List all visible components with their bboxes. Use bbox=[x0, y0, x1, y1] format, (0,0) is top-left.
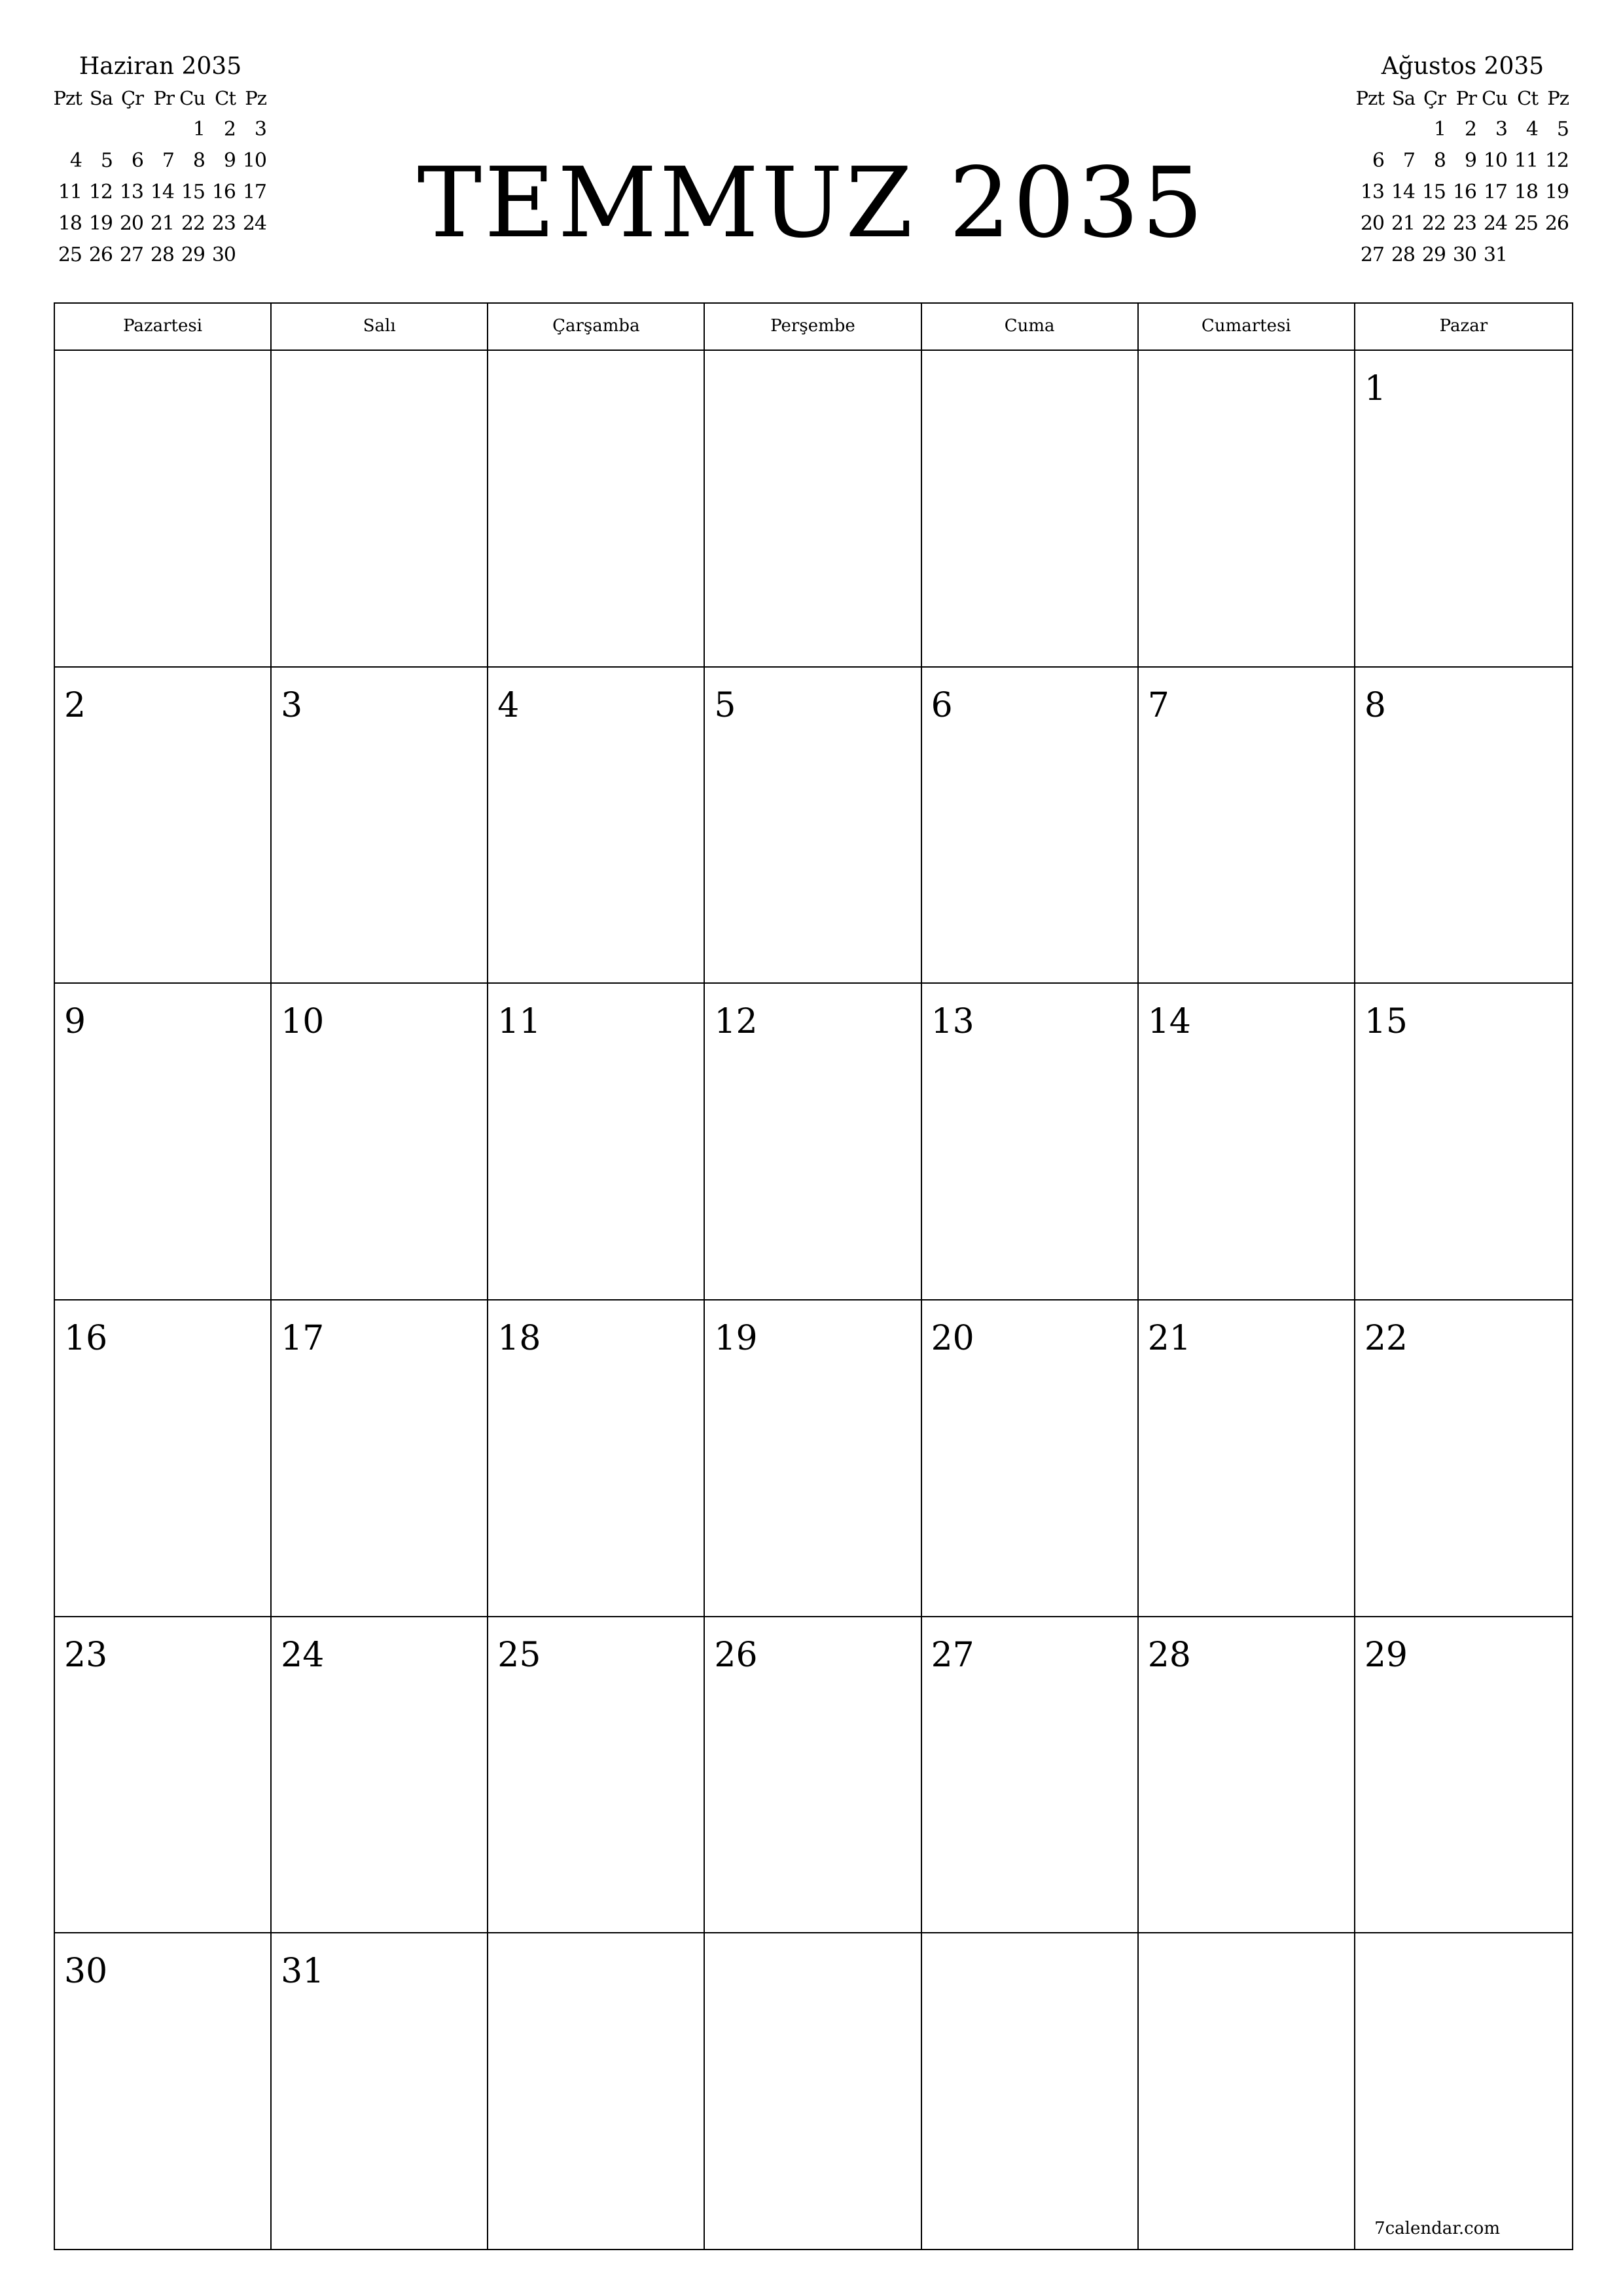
mini-day-number: 17 bbox=[1483, 181, 1507, 204]
day-number: 4 bbox=[497, 685, 520, 725]
mini-day-number: 9 bbox=[1464, 149, 1476, 172]
mini-day-number: 13 bbox=[1360, 181, 1384, 204]
day-cell bbox=[1355, 984, 1572, 1300]
day-number: 6 bbox=[931, 685, 953, 725]
mini-day-number: 15 bbox=[181, 181, 205, 204]
mini-day-number: 28 bbox=[150, 243, 174, 266]
mini-day-number: 19 bbox=[88, 212, 113, 235]
mini-day-number: 25 bbox=[58, 243, 82, 266]
mini-day-number: 26 bbox=[1544, 212, 1569, 235]
mini-day-number: 23 bbox=[1452, 212, 1476, 235]
day-number: 20 bbox=[931, 1318, 974, 1358]
day-number: 21 bbox=[1147, 1318, 1191, 1358]
day-cell bbox=[1355, 1933, 1572, 2250]
day-cell bbox=[1139, 1617, 1355, 1934]
mini-calendar-title: Haziran 2035 bbox=[79, 53, 242, 80]
day-cell bbox=[1355, 1300, 1572, 1617]
mini-day-number: 21 bbox=[150, 212, 174, 235]
month-calendar bbox=[54, 302, 1573, 2250]
mini-day-number: 11 bbox=[58, 181, 82, 204]
mini-day-number: 4 bbox=[69, 149, 82, 172]
day-cell bbox=[488, 351, 705, 668]
mini-day-number: 23 bbox=[211, 212, 236, 235]
mini-day-number: 20 bbox=[1360, 212, 1384, 235]
mini-calendar-grid bbox=[1355, 82, 1571, 271]
day-cell bbox=[922, 1933, 1139, 2250]
mini-day-number: 6 bbox=[1372, 149, 1384, 172]
mini-day-number: 19 bbox=[1544, 181, 1569, 204]
day-number: 24 bbox=[281, 1635, 325, 1675]
mini-weekday-label: Sa bbox=[1391, 87, 1415, 109]
day-cell bbox=[55, 1300, 272, 1617]
mini-day-number bbox=[145, 114, 175, 145]
mini-day-number: 29 bbox=[1421, 243, 1446, 266]
day-number: 19 bbox=[714, 1318, 758, 1358]
mini-day-number: 29 bbox=[181, 243, 205, 266]
mini-day-number: 1 bbox=[1433, 118, 1446, 141]
mini-day-number: 5 bbox=[1556, 118, 1569, 141]
day-cell bbox=[1139, 1933, 1355, 2250]
weekday-header-row bbox=[55, 304, 1572, 351]
mini-weekday-label: Çr bbox=[1423, 87, 1446, 109]
mini-weekday-label: Pz bbox=[1547, 87, 1569, 109]
mini-weekday-label: Çr bbox=[120, 87, 143, 109]
calendar-days-grid bbox=[55, 351, 1572, 2250]
day-number: 15 bbox=[1364, 1002, 1408, 1042]
mini-day-number: 10 bbox=[242, 149, 266, 172]
mini-day-number bbox=[1508, 240, 1539, 271]
day-number: 23 bbox=[64, 1635, 108, 1675]
mini-day-number: 2 bbox=[223, 118, 236, 141]
mini-day-number: 12 bbox=[88, 181, 113, 204]
day-cell bbox=[488, 1617, 705, 1934]
mini-day-number: 27 bbox=[119, 243, 143, 266]
day-number: 1 bbox=[1364, 369, 1386, 408]
day-cell bbox=[488, 1933, 705, 2250]
mini-weekday-label: Ct bbox=[1517, 87, 1538, 109]
day-cell bbox=[922, 1300, 1139, 1617]
day-number: 18 bbox=[497, 1318, 541, 1358]
mini-weekday-label: Pr bbox=[153, 87, 174, 109]
day-cell bbox=[55, 1933, 272, 2250]
day-number: 10 bbox=[281, 1002, 325, 1042]
mini-day-number: 11 bbox=[1514, 149, 1538, 172]
weekday-header: Çarşamba bbox=[488, 304, 705, 350]
weekday-header: Perşembe bbox=[705, 304, 921, 350]
day-number: 31 bbox=[281, 1952, 325, 1992]
mini-day-number: 8 bbox=[192, 149, 205, 172]
mini-weekday-label: Pzt bbox=[53, 87, 82, 109]
watermark-text: 7calendar.com bbox=[1374, 2218, 1500, 2238]
day-number: 9 bbox=[64, 1002, 86, 1042]
mini-day-number bbox=[52, 114, 83, 145]
mini-calendar-title: Ağustos 2035 bbox=[1381, 53, 1544, 80]
page-title: TEMMUZ 2035 bbox=[417, 147, 1206, 259]
mini-day-number: 22 bbox=[1421, 212, 1446, 235]
mini-day-number: 18 bbox=[1514, 181, 1538, 204]
mini-weekday-label: Sa bbox=[89, 87, 113, 109]
day-cell bbox=[705, 1300, 921, 1617]
mini-day-number: 24 bbox=[242, 212, 266, 235]
mini-weekday-label: Cu bbox=[179, 87, 205, 109]
mini-day-number bbox=[83, 114, 114, 145]
day-cell bbox=[55, 668, 272, 984]
mini-day-number: 9 bbox=[223, 149, 236, 172]
day-cell bbox=[705, 351, 921, 668]
mini-weekday-label: Pzt bbox=[1355, 87, 1384, 109]
mini-day-number: 12 bbox=[1544, 149, 1569, 172]
weekday-header: Cuma bbox=[922, 304, 1139, 350]
mini-day-number: 22 bbox=[181, 212, 205, 235]
mini-day-number: 26 bbox=[88, 243, 113, 266]
mini-day-number: 16 bbox=[211, 181, 236, 204]
day-cell bbox=[1355, 351, 1572, 668]
day-cell bbox=[1139, 984, 1355, 1300]
day-number: 16 bbox=[64, 1318, 108, 1358]
day-cell bbox=[1139, 351, 1355, 668]
day-number: 2 bbox=[64, 685, 86, 725]
day-cell bbox=[488, 668, 705, 984]
day-number: 14 bbox=[1147, 1002, 1191, 1042]
mini-weekday-label: Pr bbox=[1455, 87, 1476, 109]
mini-day-number: 21 bbox=[1391, 212, 1415, 235]
day-number: 12 bbox=[714, 1002, 758, 1042]
day-cell bbox=[55, 984, 272, 1300]
mini-day-number: 24 bbox=[1483, 212, 1507, 235]
day-number: 8 bbox=[1364, 685, 1386, 725]
mini-day-number: 20 bbox=[119, 212, 143, 235]
day-cell bbox=[705, 1933, 921, 2250]
day-number: 25 bbox=[497, 1635, 541, 1675]
day-cell bbox=[1139, 668, 1355, 984]
mini-day-number: 17 bbox=[242, 181, 266, 204]
mini-day-number: 3 bbox=[1495, 118, 1507, 141]
day-cell bbox=[1139, 1300, 1355, 1617]
mini-weekday-label: Pz bbox=[245, 87, 266, 109]
mini-day-number: 10 bbox=[1483, 149, 1507, 172]
mini-day-number bbox=[1355, 114, 1385, 145]
mini-day-number: 27 bbox=[1360, 243, 1384, 266]
day-number: 27 bbox=[931, 1635, 974, 1675]
mini-day-number: 18 bbox=[58, 212, 82, 235]
day-cell bbox=[272, 351, 488, 668]
day-cell bbox=[705, 668, 921, 984]
mini-day-number bbox=[1539, 240, 1570, 271]
day-number: 22 bbox=[1364, 1318, 1408, 1358]
mini-day-number: 3 bbox=[254, 118, 266, 141]
mini-day-number: 30 bbox=[211, 243, 236, 266]
mini-day-number: 1 bbox=[192, 118, 205, 141]
mini-day-number: 14 bbox=[1391, 181, 1415, 204]
mini-day-number: 31 bbox=[1483, 243, 1507, 266]
mini-calendar-next-month bbox=[1355, 51, 1571, 271]
day-cell bbox=[55, 351, 272, 668]
mini-day-number: 8 bbox=[1433, 149, 1446, 172]
mini-day-number bbox=[1385, 114, 1416, 145]
day-number: 30 bbox=[64, 1952, 108, 1992]
mini-day-number: 7 bbox=[1402, 149, 1415, 172]
mini-day-number: 25 bbox=[1514, 212, 1538, 235]
day-cell bbox=[1355, 1617, 1572, 1934]
day-cell bbox=[1355, 668, 1572, 984]
day-cell bbox=[272, 1300, 488, 1617]
weekday-header: Cumartesi bbox=[1139, 304, 1355, 350]
mini-day-number: 30 bbox=[1452, 243, 1476, 266]
weekday-header: Salı bbox=[272, 304, 488, 350]
mini-day-number: 5 bbox=[100, 149, 113, 172]
mini-weekday-label: Ct bbox=[215, 87, 236, 109]
weekday-header: Pazartesi bbox=[55, 304, 272, 350]
day-cell bbox=[705, 1617, 921, 1934]
day-cell bbox=[488, 1300, 705, 1617]
day-number: 13 bbox=[931, 1002, 974, 1042]
day-cell bbox=[488, 984, 705, 1300]
mini-day-number bbox=[114, 114, 145, 145]
day-cell bbox=[272, 1933, 488, 2250]
mini-day-number: 6 bbox=[131, 149, 143, 172]
day-number: 3 bbox=[281, 685, 303, 725]
day-number: 29 bbox=[1364, 1635, 1408, 1675]
day-number: 17 bbox=[281, 1318, 325, 1358]
day-cell bbox=[922, 668, 1139, 984]
mini-day-number: 13 bbox=[119, 181, 143, 204]
mini-day-number: 7 bbox=[162, 149, 174, 172]
day-cell bbox=[705, 984, 921, 1300]
weekday-header: Pazar bbox=[1439, 316, 1488, 336]
mini-day-number: 15 bbox=[1421, 181, 1446, 204]
mini-day-number: 28 bbox=[1391, 243, 1415, 266]
day-cell bbox=[55, 1617, 272, 1934]
day-cell bbox=[922, 1617, 1139, 1934]
day-number: 26 bbox=[714, 1635, 758, 1675]
day-cell bbox=[272, 668, 488, 984]
mini-day-number: 2 bbox=[1464, 118, 1476, 141]
day-number: 7 bbox=[1147, 685, 1169, 725]
day-cell bbox=[272, 1617, 488, 1934]
mini-day-number: 16 bbox=[1452, 181, 1476, 204]
day-cell bbox=[922, 351, 1139, 668]
day-number: 28 bbox=[1147, 1635, 1191, 1675]
day-cell bbox=[272, 984, 488, 1300]
day-cell bbox=[922, 984, 1139, 1300]
mini-weekday-label: Cu bbox=[1482, 87, 1507, 109]
mini-day-number: 4 bbox=[1525, 118, 1538, 141]
day-number: 11 bbox=[497, 1002, 541, 1042]
mini-day-number: 14 bbox=[150, 181, 174, 204]
day-number: 5 bbox=[714, 685, 736, 725]
